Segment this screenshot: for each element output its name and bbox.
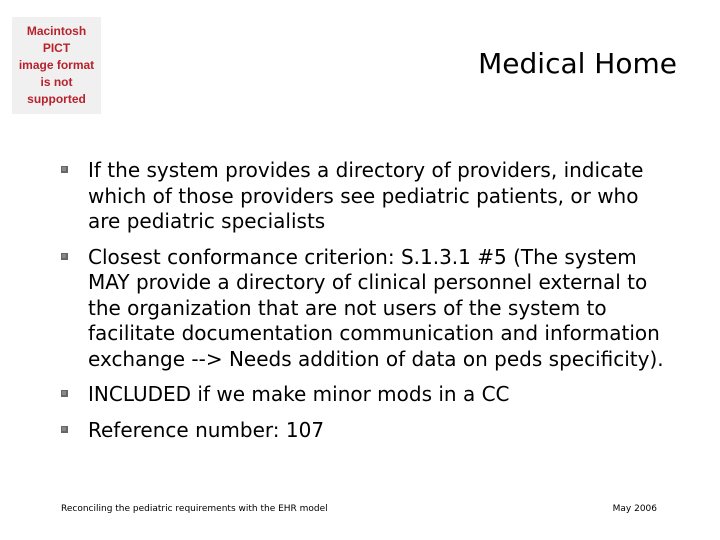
bullet-item <box>60 245 675 373</box>
square-bullet-icon <box>60 252 69 261</box>
footer-date: May 2006 <box>612 504 657 514</box>
bullet-text: Closest conformance criterion: S.1.3.1 #5 (The system MAY provide a directory of clinical personnel external to the organization that are not users of the system to facilitate documentation communication and information exchange --> Needs addition of data on peds specificity). <box>88 244 664 371</box>
square-bullet-icon <box>60 425 69 434</box>
bullet-text: Reference number: 107 <box>88 417 325 442</box>
unsupported-image-text: Macintosh PICT image format is not supported <box>18 24 95 106</box>
slide-title: Medical Home <box>478 47 677 80</box>
bullet-list <box>60 158 675 453</box>
bullet-text: If the system provides a directory of providers, indicate which of those providers see pediatric patients, or who are pediatric specialists <box>88 158 644 233</box>
footer-presentation-title: Reconciling the pediatric requirements with the EHR model <box>61 504 328 514</box>
bullet-item <box>60 158 675 235</box>
unsupported-image-placeholder <box>12 17 101 114</box>
bullet-item <box>60 382 675 408</box>
square-bullet-icon <box>60 165 69 174</box>
bullet-item <box>60 418 675 444</box>
square-bullet-icon <box>60 389 69 398</box>
bullet-text: INCLUDED if we make minor mods in a CC <box>88 382 510 406</box>
